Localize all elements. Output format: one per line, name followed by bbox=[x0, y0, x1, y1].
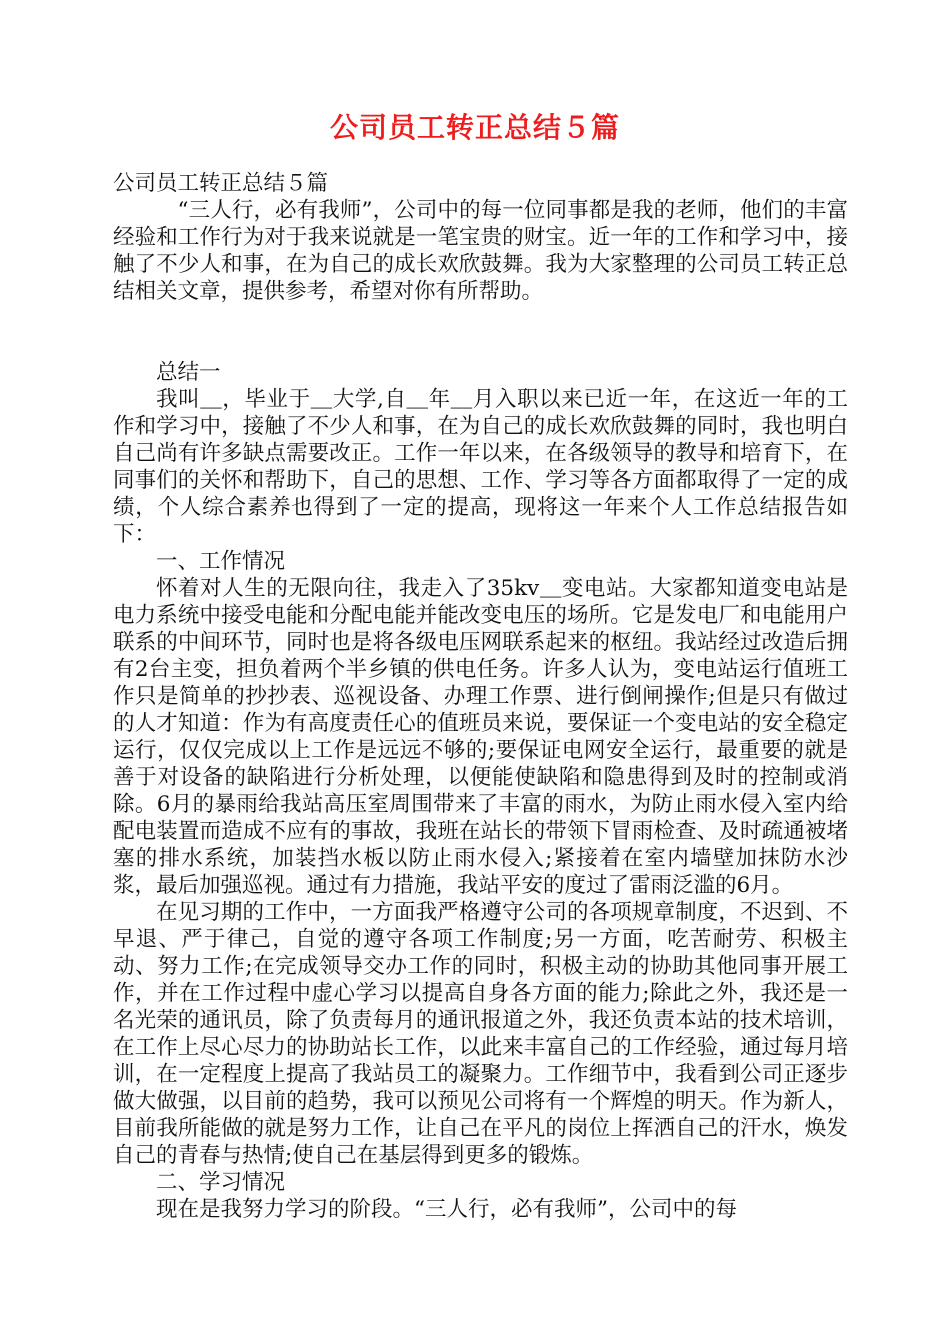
document-subtitle: 公司员工转正总结５篇 bbox=[113, 171, 329, 196]
document-body bbox=[113, 170, 848, 1223]
paragraph-2: 怀着对人生的无限向往，我走入了35kv＿变电站。大家都知道变电站是电力系统中接受电能和分配电能并能改变电压的场所。它是发电厂和电能用户联系的中间环节，同时也是将各级电压网联系起来的枢纽。我站经过改造后拥有2台主变，担负着两个半乡镇的供电任务。许多人认为，变电站运行值班工作只是简单的抄抄表、巡视设备、办理工作票、进行倒闸操作;但是只有做过的人才知道：作为有高度责任心的值班员来说，要保证一个变电站的安全稳定运行，仅仅完成以上工作是远远不够的;要保证电网安全运行，最重要的就是善于对设备的缺陷进行分析处理，以便能使缺陷和隐患得到及时的控制或消除。6月的暴雨给我站高压室周围带来了丰富的雨水，为防止雨水侵入室内给配电装置而造成不应有的事故，我班在站长的带领下冒雨检查、及时疏通被堵塞的排水系统，加装挡水板以防止雨水侵入;紧接着在室内墙壁加抹防水沙浆，最后加强巡视。通过有力措施，我站平安的度过了雷雨泛滥的6月。 bbox=[113, 576, 848, 898]
subheading-study: 二、学习情况 bbox=[156, 1170, 286, 1195]
document-title: 公司员工转正总结５篇 bbox=[329, 111, 620, 144]
subheading-work: 一、工作情况 bbox=[156, 549, 286, 574]
section-heading-1: 总结一 bbox=[156, 360, 221, 385]
paragraph-1: 我叫＿，毕业于＿大学,自＿年＿月入职以来已近一年，在这近一年的工作和学习中，接触了不少人和事，在为自己的成长欢欣鼓舞的同时，我也明白自己尚有许多缺点需要改正。工作一年以来，在各级领导的教导和培育下，在同事们的关怀和帮助下，自己的思想、工作、学习等各方面都取得了一定的成绩，个人综合素养也得到了一定的提高，现将这一年来个人工作总结报告如下： bbox=[113, 387, 848, 547]
spacer bbox=[113, 305, 848, 359]
paragraph-3: 在见习期的工作中，一方面我严格遵守公司的各项规章制度，不迟到、不早退、严于律己，自觉的遵守各项工作制度;另一方面，吃苦耐劳、积极主动、努力工作;在完成领导交办工作的同时，积极主动的协助其他同事开展工作，并在工作过程中虚心学习以提高自身各方面的能力;除此之外，我还是一名光荣的通讯员，除了负责每月的通讯报道之外，我还负责本站的技术培训，在工作上尽心尽力的协助站长工作，以此来丰富自己的工作经验，通过每月培训，在一定程度上提高了我站员工的凝聚力。工作细节中，我看到公司正逐步做大做强，以目前的趋势，我可以预见公司将有一个辉煌的明天。作为新人，目前我所能做的就是努力工作，让自己在平凡的岗位上挥洒自己的汗水，焕发自己的青春与热情;使自己在基层得到更多的锻炼。 bbox=[113, 900, 848, 1168]
paragraph-4: 现在是我努力学习的阶段。“三人行，必有我师”，公司中的每 bbox=[156, 1197, 737, 1222]
intro-paragraph: “三人行，必有我师”，公司中的每一位同事都是我的老师，他们的丰富经验和工作行为对于我来说就是一笔宝贵的财宝。近一年的工作和学习中，接触了不少人和事，在为自己的成长欢欣鼓舞。我为大家整理的公司员工转正总结相关文章，提供参考，希望对你有所帮助。 bbox=[113, 198, 848, 304]
